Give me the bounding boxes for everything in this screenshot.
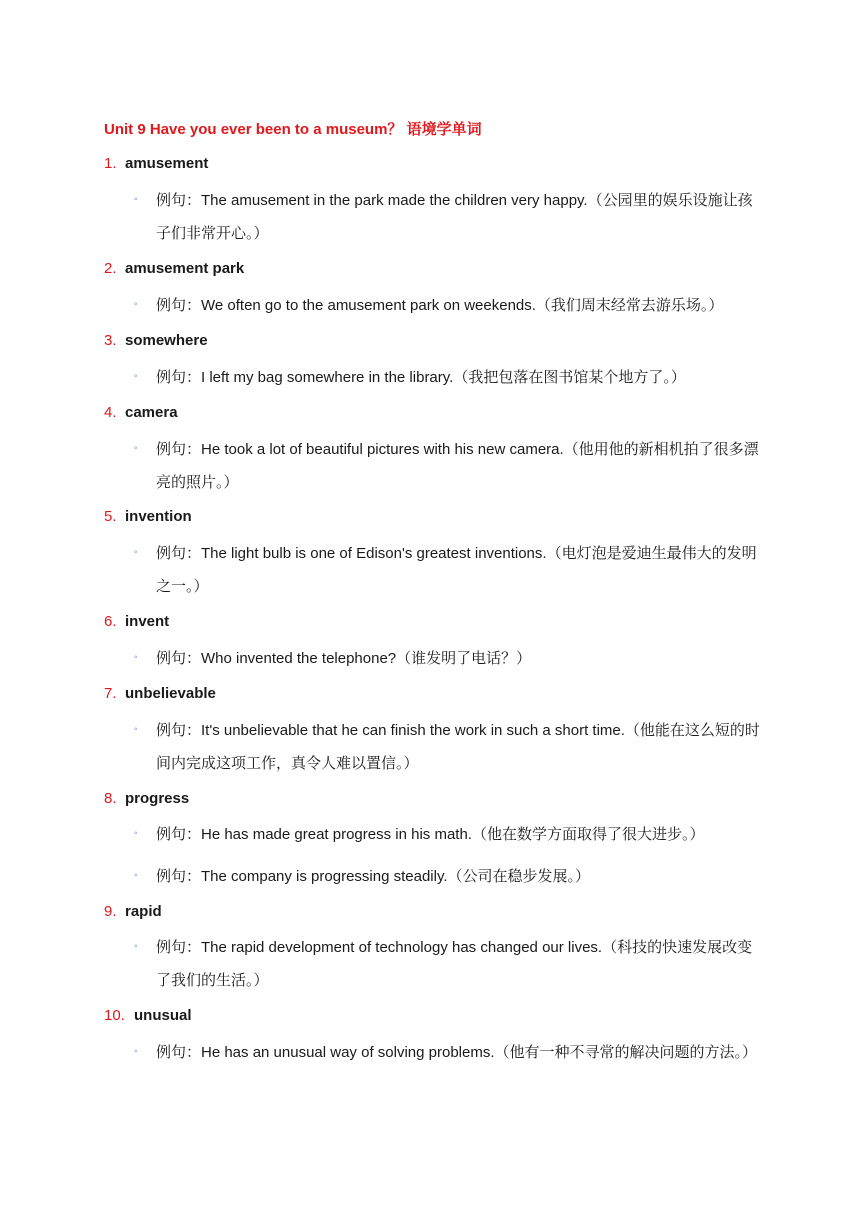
- vocab-word: rapid: [125, 903, 162, 920]
- example-sentence: 例句：The amusement in the park made the children very happy.（公园里的娱乐设施让孩子们非常开心。）: [156, 192, 753, 242]
- vocab-word-row: [104, 613, 169, 630]
- bullet-icon: ◦: [134, 652, 138, 663]
- item-number: 8.: [104, 790, 117, 807]
- item-number: 1.: [104, 155, 117, 172]
- example-sentence: 例句：Who invented the telephone?（谁发明了电话？）: [156, 650, 532, 667]
- vocab-word-row: [104, 155, 208, 172]
- bullet-icon: ◦: [134, 547, 138, 558]
- bullet-icon: ◦: [134, 870, 138, 881]
- example-sentence: 例句：The company is progressing steadily.（公司在稳步发展。）: [156, 868, 591, 885]
- vocab-word: invention: [125, 508, 192, 525]
- example-sentence: 例句：We often go to the amusement park on weekends.（我们周末经常去游乐场。）: [156, 297, 724, 314]
- vocab-word-row: [104, 790, 189, 807]
- item-number: 3.: [104, 332, 117, 349]
- item-number: 2.: [104, 260, 117, 277]
- document-title: Unit 9 Have you ever been to a museum？ 语境学单词: [104, 121, 482, 138]
- item-number: 10.: [104, 1007, 125, 1024]
- bullet-icon: ◦: [134, 371, 138, 382]
- example-sentence: 例句：He has made great progress in his math.（他在数学方面取得了很大进步。）: [156, 826, 705, 843]
- example-sentence: 例句：I left my bag somewhere in the library.（我把包落在图书馆某个地方了。）: [156, 369, 686, 386]
- bullet-icon: ◦: [134, 299, 138, 310]
- example-sentence: 例句：He has an unusual way of solving problems.（他有一种不寻常的解决问题的方法。）: [156, 1044, 757, 1061]
- vocab-word: invent: [125, 613, 170, 630]
- bullet-icon: ◦: [134, 194, 138, 205]
- item-number: 7.: [104, 685, 117, 702]
- bullet-icon: ◦: [134, 828, 138, 839]
- vocab-word-row: [104, 1007, 192, 1024]
- item-number: 4.: [104, 404, 117, 421]
- vocab-word-row: [104, 332, 208, 349]
- example-sentence: 例句：The light bulb is one of Edison's greatest inventions.（电灯泡是爱迪生最伟大的发明之一。）: [156, 545, 757, 595]
- bullet-icon: ◦: [134, 941, 138, 952]
- vocab-word: unbelievable: [125, 685, 216, 702]
- example-sentence: 例句：The rapid development of technology has changed our lives.（科技的快速发展改变了我们的生活。）: [156, 939, 753, 989]
- vocab-word: somewhere: [125, 332, 208, 349]
- vocab-word: progress: [125, 790, 190, 807]
- vocab-word-row: [104, 685, 216, 702]
- vocab-word-row: [104, 260, 244, 277]
- bullet-icon: ◦: [134, 724, 138, 735]
- bullet-icon: ◦: [134, 443, 138, 454]
- item-number: 6.: [104, 613, 117, 630]
- vocab-word-row: [104, 404, 178, 421]
- example-sentence: 例句：He took a lot of beautiful pictures with his new camera.（他用他的新相机拍了很多漂亮的照片。）: [156, 441, 759, 491]
- vocab-word: amusement park: [125, 260, 245, 277]
- vocab-word: amusement: [125, 155, 209, 172]
- item-number: 9.: [104, 903, 117, 920]
- item-number: 5.: [104, 508, 117, 525]
- vocab-word: unusual: [134, 1007, 192, 1024]
- vocab-word-row: [104, 508, 192, 525]
- vocab-word: camera: [125, 404, 178, 421]
- vocab-word-row: [104, 903, 162, 920]
- bullet-icon: ◦: [134, 1046, 138, 1057]
- example-sentence: 例句：It's unbelievable that he can finish the work in such a short time.（他能在这么短的时间内完成这项工作，真令人难以置信。）: [156, 722, 760, 772]
